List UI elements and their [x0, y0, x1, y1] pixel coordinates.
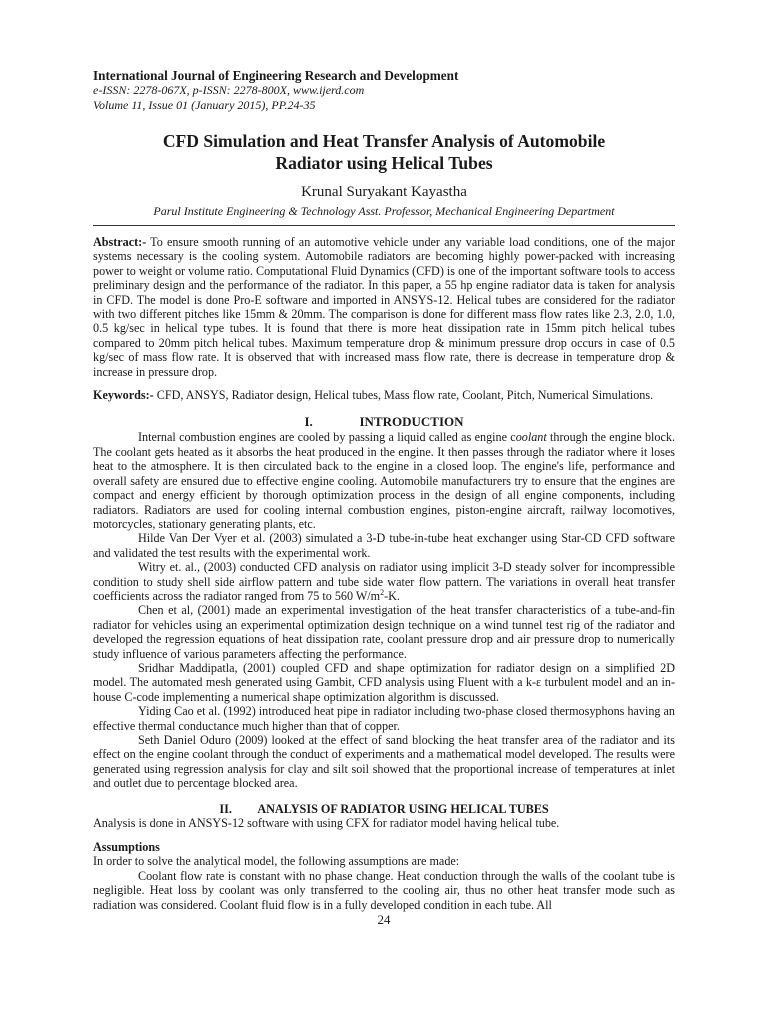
abstract [93, 235, 675, 379]
journal-volume: Volume 11, Issue 01 (January 2015), PP.24-35 [93, 98, 316, 112]
abstract-text: To ensure smooth running of an automotive vehicle under any variable load conditions, one of the major systems necessary is the cooling system. Automobile radiators are becoming highly power-packed with increasing power to weight or volume ratio. Computational Fluid Dynamics (CFD) is one of the important software tools to access preliminary design and the performance of the radiator. In this paper, a 55 hp engine radiator data is taken for analysis in CFD. The model is done Pro-E software and imported in ANSYS-12. Helical tubes are considered for the radiator with two different pitches like 15mm & 20mm. The comparison is done for different mass flow rates like 2.3, 2.0, 1.0, 0.5 kg/sec in helical type tubes. It is found that there is more heat dissipation rate in 15mm pitch helical tubes compared to 20mm pitch helical tubes. Maximum temperature drop & minimum pressure drop occurs in case of 0.5 kg/sec of mass flow rate. It is observed that with increased mass flow rate, there is decrease in temperature drop & increase in pressure drop. [93, 235, 675, 379]
paper-title [93, 130, 675, 174]
journal-name: International Journal of Engineering Research and Development [93, 68, 459, 83]
author-name: Krunal Suryakant Kayastha [301, 184, 467, 200]
page-number: 24 [377, 912, 391, 927]
paragraph-text: -K. [384, 588, 400, 603]
superscript: 2 [380, 587, 385, 597]
paper-page [93, 68, 675, 912]
header-divider [93, 225, 675, 226]
assumptions-paragraph: Coolant flow rate is constant with no phase change. Heat conduction through the walls of the coolant tube is negligible. Heat loss by coolant was only transferred to the cooling air, thus no other heat transfer mode such as radiation was considered. Coolant fluid flow is in a fully developed condition in each tube. All [93, 868, 675, 912]
section-number: II. [219, 801, 232, 816]
intro-paragraph-4: Chen et al, (2001) made an experimental investigation of the heat transfer characteristics of a tube-and-fin radiator for vehicles using an experimental optimization design technique on a wind tunnel test rig of the radiator and developed the regression equations of heat dissipation rate, coolant pressure drop and air pressure drop to numerically study influence of various parameters affecting the performance. [93, 603, 675, 661]
keywords [93, 388, 675, 402]
intro-paragraph-2: Hilde Van Der Vyer et al. (2003) simulated a 3-D tube-in-tube heat exchanger using Star-CD CFD software and validated the test results with the experimental work. [93, 531, 675, 560]
section-heading-analysis [93, 802, 675, 816]
keywords-text: CFD, ANSYS, Radiator design, Helical tubes, Mass flow rate, Coolant, Pitch, Numerical Simulations. [153, 388, 654, 403]
journal-issn: e-ISSN: 2278-067X, p-ISSN: 2278-800X, www.ijerd.com [93, 83, 365, 97]
intro-paragraph-6: Yiding Cao et al. (1992) introduced heat pipe in radiator including two-phase closed thermosyphons having an effective thermal conductance much higher than that of copper. [93, 704, 675, 733]
abstract-label: Abstract:- [93, 235, 147, 249]
subheading-assumptions: Assumptions [93, 840, 160, 855]
keywords-label: Keywords:- [93, 388, 154, 403]
paragraph-text: through the engine block. The coolant gets heated as it absorbs the heat produced in the engine. It then passes through the radiator where it loses heat to the atmosphere. It is then circulated back to the engine in a closed loop. The engine's life, performance and overall safety are ensured due to effective engine cooling. Automobile manufacturers try to ensure that the engines are compact and energy efficient by thorough optimization process in the design of all engine components, including radiators. Radiators are used for cooling internal combustion engines, piston-engine aircraft, railway locomotives, motorcycles, stationary generating plants, etc. [93, 430, 675, 531]
section-heading-introduction [93, 414, 675, 429]
author-affiliation: Parul Institute Engineering & Technology Asst. Professor, Mechanical Engineering Department [153, 204, 615, 218]
section-title: INTRODUCTION [359, 414, 464, 430]
section-title: ANALYSIS OF RADIATOR USING HELICAL TUBES [257, 801, 549, 816]
italic-word: oolant [515, 430, 547, 445]
intro-paragraph-5: Sridhar Maddipatla, (2001) coupled CFD and shape optimization for radiator design on a simplified 2D model. The automated mesh generated using Gambit, CFD analysis using Fluent with a k-ε turbulent model and an in-house C-code implementing a numerical shape optimization algorithm is discussed. [93, 660, 675, 704]
intro-paragraph-1 [93, 430, 675, 531]
paper-title-line-1: CFD Simulation and Heat Transfer Analysis of Automobile [162, 131, 606, 151]
intro-paragraph-7: Seth Daniel Oduro (2009) looked at the effect of sand blocking the heat transfer area of the radiator and its effect on the engine coolant through the conduct of experiments and a mathematical model developed. The results were generated using regression analysis for clay and silt soil showed that the proportional increase of temperatures at inlet and outlet due to percentage blocked area. [93, 733, 675, 791]
analysis-intro: Analysis is done in ANSYS-12 software with using CFX for radiator model having helical tube. [93, 815, 560, 830]
paragraph-text: Internal combustion engines are cooled by passing a liquid called as engine c [138, 430, 516, 445]
section-number: I. [304, 414, 313, 430]
assumptions-intro: In order to solve the analytical model, the following assumptions are made: [93, 854, 460, 869]
intro-paragraph-3 [93, 560, 675, 603]
paragraph-text: Witry et. al., (2003) conducted CFD analysis on radiator using implicit 3-D steady solver for incompressible condition to study shell side airflow pattern and tube side water flow pattern. The variations in overall heat transfer coefficients across the radiator ranged from 75 to 560 W/m [93, 560, 675, 603]
paper-title-line-2: Radiator using Helical Tubes [275, 153, 493, 173]
